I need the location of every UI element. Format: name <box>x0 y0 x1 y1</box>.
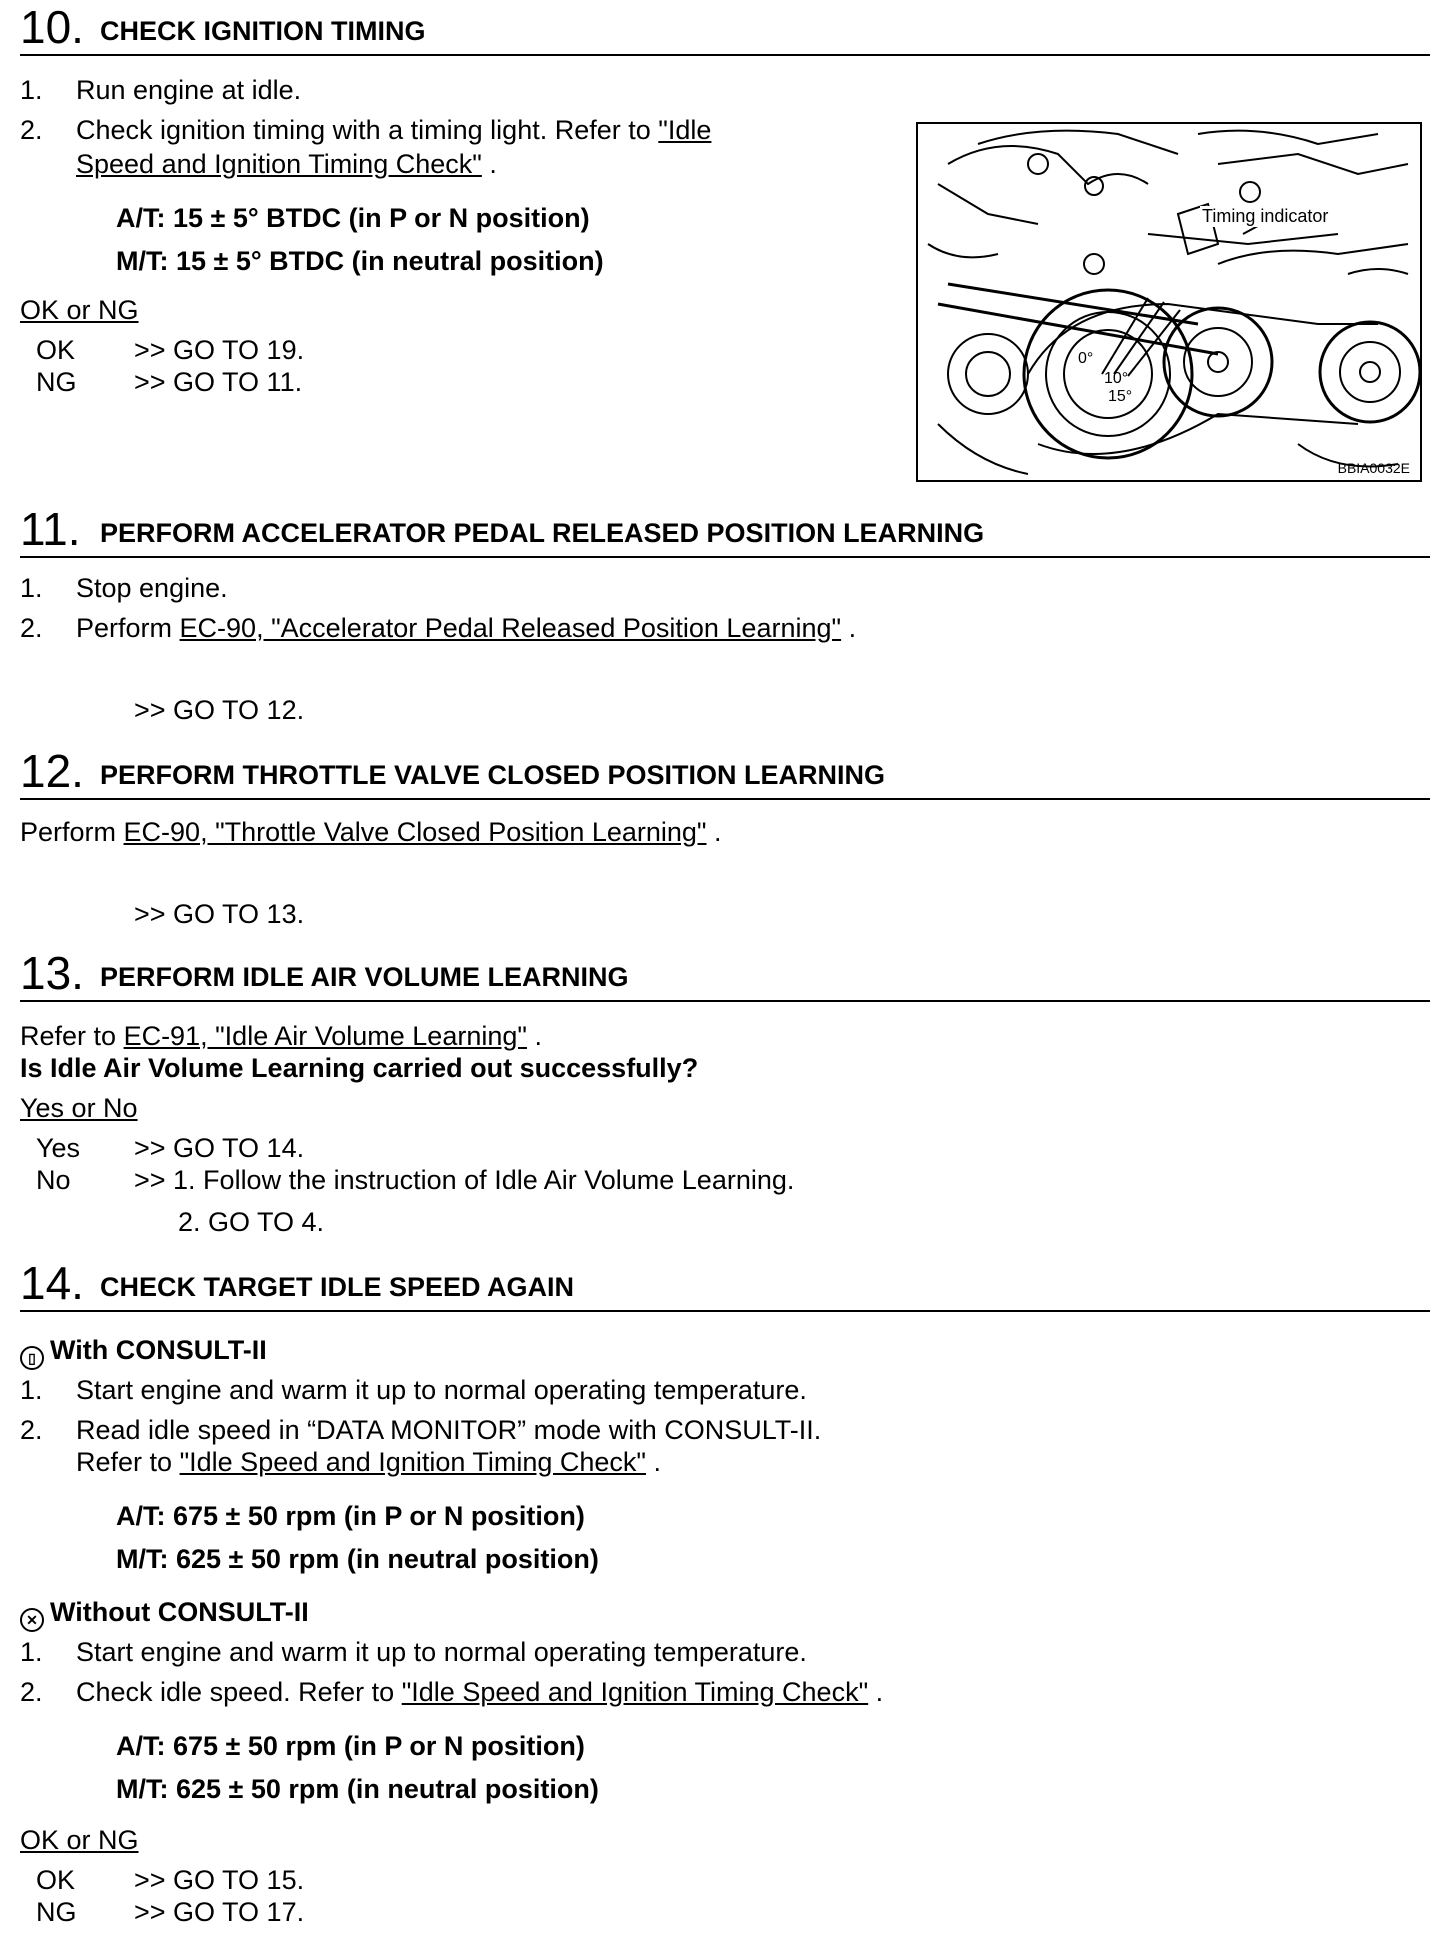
spec-value: M/T: 625 ± 50 rpm (in neutral position) <box>116 1774 599 1804</box>
result-ng-action: >> GO TO 17. <box>134 1897 305 1927</box>
step-11-header <box>20 502 1430 558</box>
result-ok-action: >> GO TO 15. <box>134 1865 305 1895</box>
result-no-label: No <box>36 1165 71 1195</box>
idle-speed-timing-link[interactable]: "Idle Speed and Ignition Timing Check" <box>179 1447 647 1477</box>
step-number: 14. <box>20 1257 84 1309</box>
idle-speed-timing-link[interactable]: "Idle <box>658 115 712 145</box>
no-consult-icon: ✕ <box>20 1608 44 1632</box>
timing-indicator-figure <box>916 122 1422 482</box>
step-13-header <box>20 946 1430 1002</box>
judgement-label: Yes or No <box>20 1093 138 1123</box>
result-ok-action: >> GO TO 19. <box>134 335 305 365</box>
result-ng-label: NG <box>36 367 77 397</box>
without-consult-heading: ✕ Without CONSULT-II <box>20 1596 309 1632</box>
paragraph: Refer to EC-91, "Idle Air Volume Learning" . <box>20 1021 542 1051</box>
degree-0-label: 0° <box>1078 350 1094 367</box>
result-ng-label: NG <box>36 1897 77 1927</box>
result-ng-action: >> GO TO 11. <box>134 367 303 397</box>
idle-speed-timing-link[interactable]: Speed and Ignition Timing Check" <box>76 149 482 179</box>
spec-value: M/T: 15 ± 5° BTDC (in neutral position) <box>116 246 604 276</box>
spec-value: A/T: 675 ± 50 rpm (in P or N position) <box>116 1501 585 1531</box>
result-action: >> GO TO 13. <box>134 899 305 929</box>
step-number: 12. <box>20 745 84 797</box>
spec-value: M/T: 625 ± 50 rpm (in neutral position) <box>116 1544 599 1574</box>
result-yes-action: >> GO TO 14. <box>134 1133 305 1163</box>
throttle-valve-learning-link[interactable]: EC-90, "Throttle Valve Closed Position Learning" <box>123 817 707 847</box>
step-title: CHECK TARGET IDLE SPEED AGAIN <box>100 1272 575 1302</box>
result-action: >> GO TO 12. <box>134 695 305 725</box>
figure-code: BBIA0032E <box>1337 460 1410 476</box>
judgement-label: OK or NG <box>20 1825 139 1855</box>
step-14-header <box>20 1256 1430 1312</box>
degree-15-label: 15° <box>1108 388 1133 405</box>
result-ok-label: OK <box>36 1865 76 1895</box>
judgement-label: OK or NG <box>20 295 139 325</box>
engine-pulley-illustration <box>918 124 1420 480</box>
spec-value: A/T: 675 ± 50 rpm (in P or N position) <box>116 1731 585 1761</box>
step-number: 11. <box>20 503 81 555</box>
result-ok-label: OK <box>36 335 76 365</box>
step-title: PERFORM THROTTLE VALVE CLOSED POSITION LEARNING <box>100 760 886 790</box>
accelerator-pedal-learning-link[interactable]: EC-90, "Accelerator Pedal Released Position Learning" <box>179 613 842 643</box>
question: Is Idle Air Volume Learning carried out successfully? <box>20 1053 699 1083</box>
result-yes-label: Yes <box>36 1133 81 1163</box>
step-number: 10. <box>20 1 84 53</box>
step-title: CHECK IGNITION TIMING <box>100 16 426 46</box>
consult-icon: ▯ <box>20 1346 44 1370</box>
timing-indicator-label: Timing indicator <box>1202 206 1329 226</box>
step-title: PERFORM IDLE AIR VOLUME LEARNING <box>100 962 629 992</box>
step-10-header <box>20 0 1430 56</box>
with-consult-heading: ▯ With CONSULT-II <box>20 1334 267 1370</box>
step-12-header <box>20 744 1430 800</box>
idle-speed-timing-link[interactable]: "Idle Speed and Ignition Timing Check" <box>401 1677 869 1707</box>
step-number: 13. <box>20 947 84 999</box>
idle-air-volume-learning-link[interactable]: EC-91, "Idle Air Volume Learning" <box>123 1021 527 1051</box>
step-title: PERFORM ACCELERATOR PEDAL RELEASED POSITION LEARNING <box>100 518 985 548</box>
spec-value: A/T: 15 ± 5° BTDC (in P or N position) <box>116 203 590 233</box>
result-no-action-2: 2. GO TO 4. <box>178 1207 325 1237</box>
degree-10-label: 10° <box>1104 370 1129 387</box>
result-no-action: >> 1. Follow the instruction of Idle Air Volume Learning. <box>134 1165 795 1195</box>
paragraph: Perform EC-90, "Throttle Valve Closed Position Learning" . <box>20 817 722 847</box>
